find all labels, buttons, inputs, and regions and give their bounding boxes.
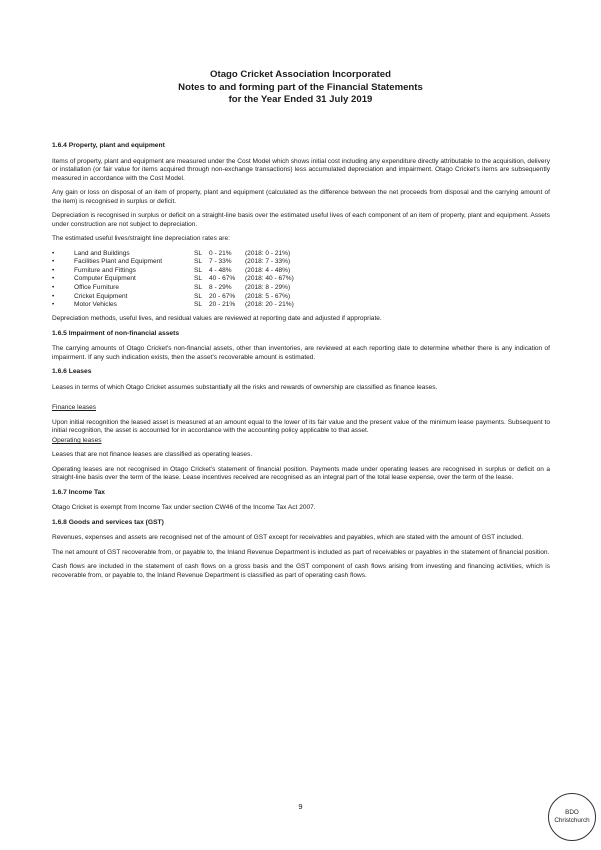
section-heading: 1.6.7 Income Tax	[52, 488, 106, 496]
asset-class: Facilities Plant and Equipment	[74, 258, 163, 266]
asset-class: Motor Vehicles	[74, 301, 117, 309]
paragraph: Any gain or loss on disposal of an item of property, plant and equipment (calculated as the difference between the net proceeds from disposal and the carrying amount of the item) is recognised in surplus or deficit.	[52, 189, 550, 205]
paragraph: Leases in terms of which Otago Cricket assumes substantially all the risks and rewards of ownership are classified as finance leases.	[52, 384, 438, 392]
section-leases	[52, 368, 550, 483]
auditor-stamp	[548, 793, 596, 841]
section-property-plant-equipment	[52, 142, 550, 324]
header-period: for the Year Ended 31 July 2019	[228, 94, 373, 105]
list-item	[52, 284, 550, 293]
list-item	[52, 267, 550, 276]
paragraph: Items of property, plant and equipment are measured under the Cost Model which shows initial cost including any expenditure directly attributable to the acquisition, delivery or installation (or fair value for items acquired through non-exchange transactions) less accumulated depreciation and impairment. Otago Cricket's items are subsequently measured in accordance with the Cost Model.	[52, 157, 550, 182]
subheading-finance-leases: Finance leases	[52, 404, 97, 412]
paragraph: Leases that are not finance leases are classified as operating leases.	[52, 451, 253, 459]
section-heading: 1.6.6 Leases	[52, 368, 92, 376]
rate-range: 0 - 21%	[209, 249, 232, 257]
list-item	[52, 250, 550, 259]
rate-range: 40 - 67%	[209, 275, 236, 283]
section-gst	[52, 519, 550, 581]
list-item	[52, 293, 550, 302]
rate-range: 7 - 33%	[209, 258, 232, 266]
section-heading: 1.6.5 Impairment of non-financial assets	[52, 329, 180, 337]
prior-year-rate: (2018: 40 - 67%)	[245, 275, 294, 283]
subheading-operating-leases: Operating leases	[52, 437, 102, 445]
bullet-icon: •	[52, 258, 55, 266]
list-item	[52, 275, 550, 284]
header-organisation: Otago Cricket Association Incorporated	[210, 69, 391, 80]
depreciation-rates-list	[52, 250, 550, 310]
depreciation-method: SL	[194, 292, 203, 300]
paragraph: Cash flows are included in the statement of cash flows on a gross basis and the GST component of cash flows arising from investing and financing activities, which is recoverable from, or payable to, the Inland Revenue Department is classified as part of operating cash flows.	[52, 563, 550, 579]
rate-range: 4 - 48%	[209, 266, 232, 274]
depreciation-method: SL	[194, 249, 203, 257]
depreciation-method: SL	[194, 275, 203, 283]
paragraph: Depreciation methods, useful lives, and residual values are reviewed at reporting date and adjusted if appropriate.	[52, 315, 382, 323]
depreciation-method: SL	[194, 283, 203, 291]
stamp-firm: BDO	[565, 809, 579, 816]
bullet-icon: •	[52, 249, 55, 257]
paragraph: The carrying amounts of Otago Cricket's non-financial assets, other than inventories, are reviewed at each reporting date to determine whether there is any indication of impairment. If any such indication exists, then the asset's recoverable amount is estimated.	[52, 345, 550, 362]
prior-year-rate: (2018: 7 - 33%)	[245, 258, 291, 266]
list-item	[52, 301, 550, 310]
document-body	[52, 142, 550, 586]
asset-class: Computer Equipment	[74, 275, 136, 283]
asset-class: Furniture and Fittings	[74, 266, 136, 274]
depreciation-method: SL	[194, 301, 203, 309]
prior-year-rate: (2018: 5 - 67%)	[245, 292, 291, 300]
paragraph: The estimated useful lives/straight line depreciation rates are:	[52, 235, 230, 243]
bullet-icon: •	[52, 301, 55, 309]
paragraph: Upon initial recognition the leased asset is measured at an amount equal to the lower of its fair value and the present value of the minimum lease payments. Subsequent to initial recognition, the asset is accounted for in accordance with the accounting policy applicable to that asset.	[52, 418, 550, 435]
prior-year-rate: (2018: 0 - 21%)	[245, 249, 291, 257]
page-number: 9	[298, 802, 303, 811]
section-heading: 1.6.4 Property, plant and equipment	[52, 142, 165, 149]
paragraph: Operating leases are not recognised in Otago Cricket's statement of financial position. Payments made under operating leases are recognised in surplus or deficit on a straight-line basis over the term of the lease. Lease incentives received are recognised as an integral part of the total lease expense, over the term of the lease.	[52, 465, 550, 482]
section-impairment	[52, 330, 550, 363]
bullet-icon: •	[52, 283, 55, 291]
prior-year-rate: (2018: 20 - 21%)	[245, 301, 294, 309]
stamp-office: Christchurch	[554, 817, 590, 824]
bullet-icon: •	[52, 292, 55, 300]
bullet-icon: •	[52, 266, 55, 274]
rate-range: 20 - 67%	[209, 292, 236, 300]
paragraph: The net amount of GST recoverable from, or payable to, the Inland Revenue Department is included as part of receivables or payables in the statement of financial position.	[52, 548, 550, 556]
asset-class: Office Furniture	[74, 283, 119, 291]
document-header	[0, 69, 601, 107]
depreciation-method: SL	[194, 258, 203, 266]
list-item	[52, 258, 550, 267]
bullet-icon: •	[52, 275, 55, 283]
asset-class: Cricket Equipment	[74, 292, 128, 300]
paragraph: Revenues, expenses and assets are recognised net of the amount of GST except for receivables and payables, which are stated with the amount of GST included.	[52, 534, 524, 542]
rate-range: 8 - 29%	[209, 283, 232, 291]
rate-range: 20 - 21%	[209, 301, 236, 309]
section-heading: 1.6.8 Goods and services tax (GST)	[52, 518, 164, 526]
section-income-tax	[52, 489, 550, 513]
depreciation-method: SL	[194, 266, 203, 274]
prior-year-rate: (2018: 8 - 29%)	[245, 283, 291, 291]
paragraph: Otago Cricket is exempt from Income Tax under section CW46 of the Income Tax Act 2007.	[52, 504, 316, 512]
asset-class: Land and Buildings	[74, 249, 130, 257]
header-subtitle: Notes to and forming part of the Financial Statements	[178, 81, 423, 93]
paragraph: Depreciation is recognised in surplus or deficit on a straight-line basis over the estimated useful lives of each component of an item of property, plant and equipment. Assets under construction are not subject to depreciation.	[52, 212, 550, 228]
prior-year-rate: (2018: 4 - 48%)	[245, 266, 291, 274]
